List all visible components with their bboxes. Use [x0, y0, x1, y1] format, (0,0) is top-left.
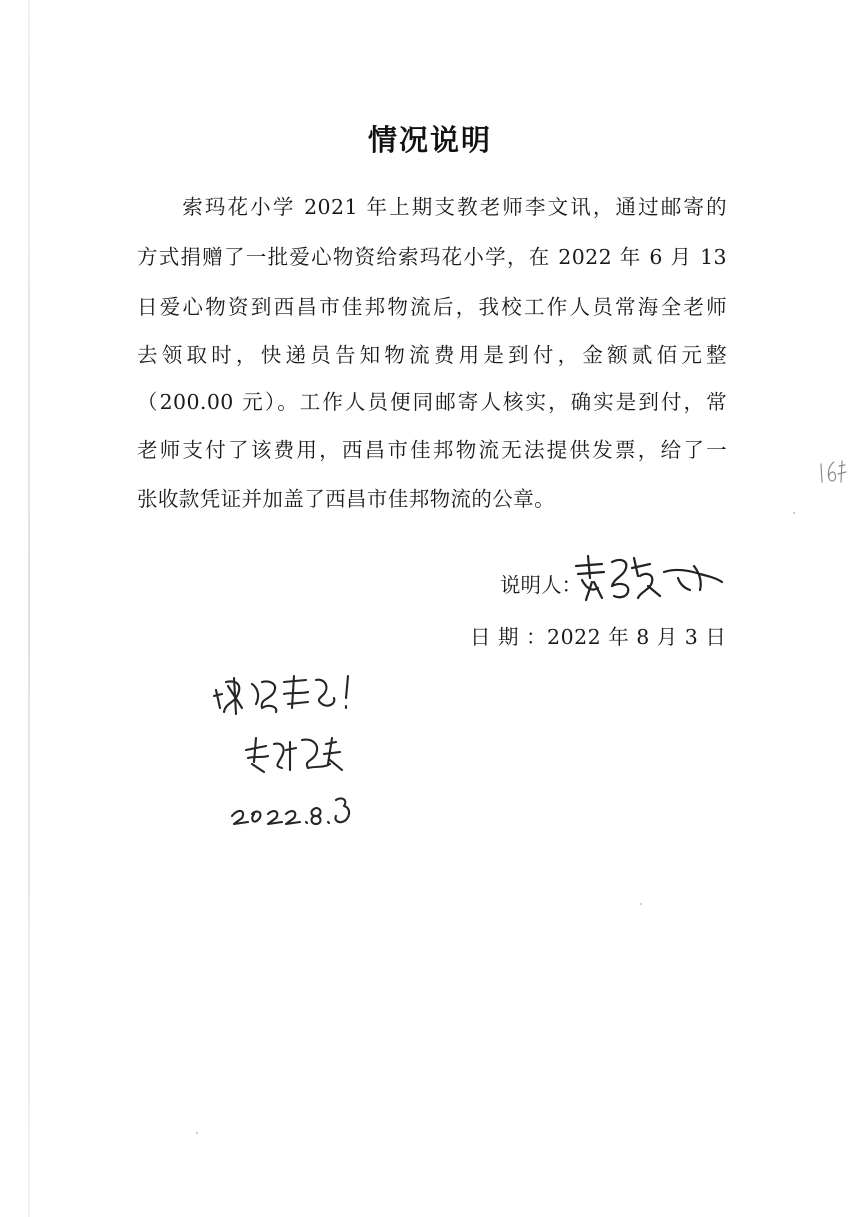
body-line-4: 去领取时，快递员告知物流费用是到付，金额贰佰元整 [137, 343, 727, 367]
scan-speck [640, 903, 642, 905]
scan-speck [196, 1132, 198, 1134]
date-line: 日 期 ：2022 年 8 月 3 日 [470, 625, 727, 649]
body-line-5: （200.00 元）。工作人员便同邮寄人核实，确实是到付，常 [137, 390, 727, 414]
margin-note-handwritten [818, 458, 848, 486]
body-line-7: 张收款凭证并加盖了西昌市佳邦物流的公章。 [137, 487, 555, 511]
body-line-6: 老师支付了该费用，西昌市佳邦物流无法提供发票，给了一 [137, 438, 727, 462]
scan-edge [28, 0, 30, 1217]
signer-label: 说明人： [500, 573, 582, 597]
signature-handwritten [568, 548, 728, 608]
body-line-1: 索玛花小学 2021 年上期支教老师李文讯，通过邮寄的 [137, 195, 727, 219]
body-line-3: 日爱心物资到西昌市佳邦物流后，我校工作人员常海全老师 [137, 295, 727, 319]
body-line-2: 方式捐赠了一批爱心物资给索玛花小学，在 2022 年 6 月 13 [137, 245, 727, 269]
document-title: 情况说明 [367, 123, 492, 157]
handwritten-approval-note [212, 668, 382, 828]
scan-speck [793, 512, 795, 514]
